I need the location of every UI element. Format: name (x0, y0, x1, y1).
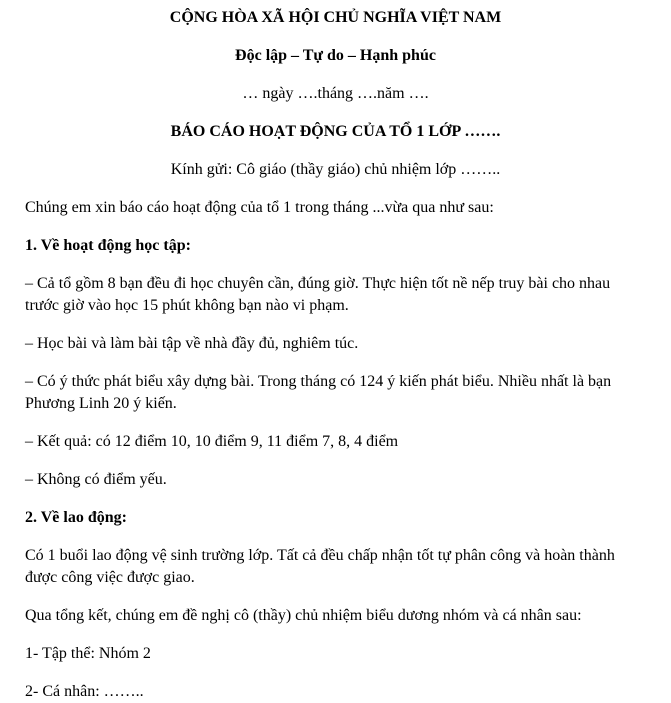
section-2-paragraph-commendation: Qua tổng kết, chúng em đề nghị cô (thầy) chủ nhiệm biểu dương nhóm và cá nhân sau: (25, 607, 582, 624)
section-2-heading: 2. Về lao động: (25, 509, 127, 526)
section-1-paragraph-attendance: – Cả tổ gồm 8 bạn đều đi học chuyên cần, đúng giờ. Thực hiện tốt nề nếp truy bài cho nhau trước giờ vào học 15 phút không bạn nào vi phạm. (25, 275, 611, 314)
section-1-paragraph-participation: – Có ý thức phát biểu xây dựng bài. Trong tháng có 124 ý kiến phát biểu. Nhiều nhất là bạn Phương Linh 20 ý kiến. (25, 373, 612, 412)
section-2-paragraph-individual: 2- Cá nhân: …….. (25, 683, 144, 700)
section-2-paragraph-group: 1- Tập thể: Nhóm 2 (25, 645, 151, 662)
section-2-paragraph-labor: Có 1 buổi lao động vệ sinh trường lớp. Tất cả đều chấp nhận tốt tự phân công và hoàn thành được công việc được giao. (25, 547, 615, 586)
motto-line: Độc lập – Tự do – Hạnh phúc (235, 47, 436, 64)
section-1-paragraph-results: – Kết quả: có 12 điểm 10, 10 điểm 9, 11 điểm 7, 8, 4 điểm (25, 433, 399, 450)
section-1-heading: 1. Về hoạt động học tập: (25, 237, 191, 254)
section-1-paragraph-no-weak-marks: – Không có điểm yếu. (25, 471, 167, 488)
salutation-line: Kính gửi: Cô giáo (thầy giáo) chủ nhiệm lớp …….. (170, 161, 501, 178)
intro-paragraph: Chúng em xin báo cáo hoạt động của tổ 1 trong tháng ...vừa qua như sau: (25, 199, 494, 216)
section-1-paragraph-homework: – Học bài và làm bài tập về nhà đầy đủ, nghiêm túc. (25, 335, 359, 352)
date-line: … ngày ….tháng ….năm …. (242, 85, 429, 102)
national-title: CỘNG HÒA XÃ HỘI CHỦ NGHĨA VIỆT NAM (169, 9, 502, 26)
report-title: BÁO CÁO HOẠT ĐỘNG CỦA TỔ 1 LỚP ……. (170, 123, 501, 140)
